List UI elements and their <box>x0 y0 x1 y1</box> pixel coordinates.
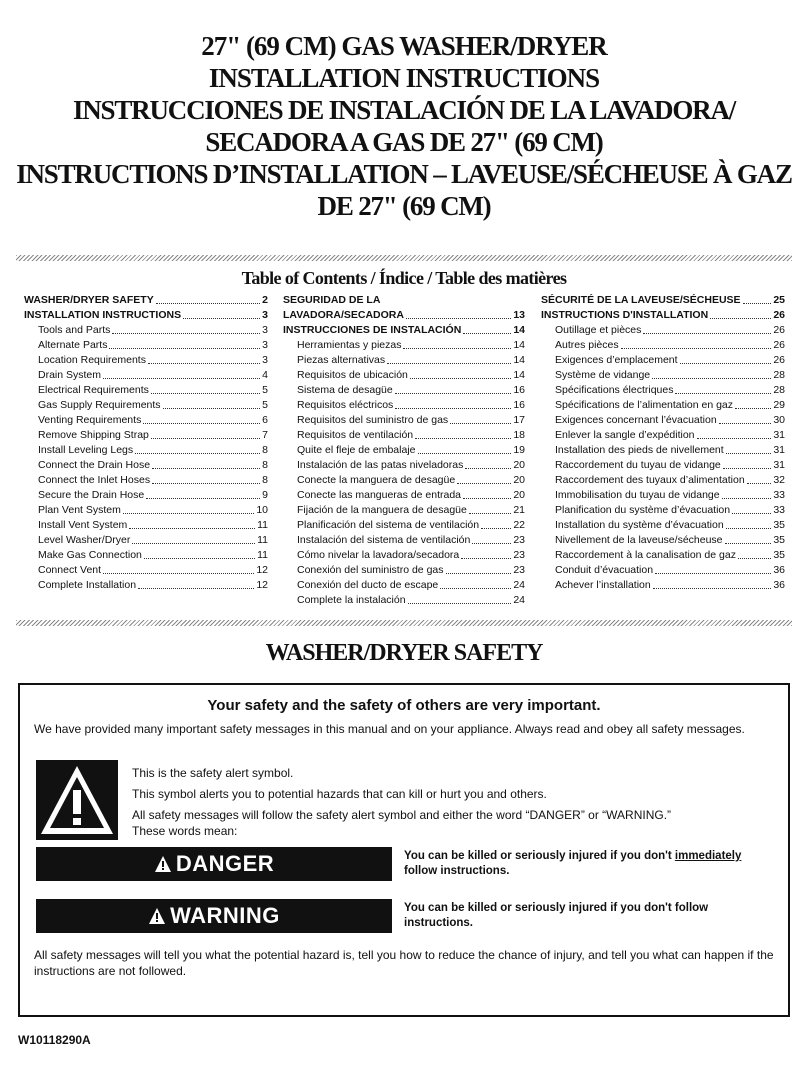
toc-entry-page: 28 <box>773 369 785 381</box>
toc-entry-label: Gas Supply Requirements <box>38 399 161 411</box>
warning-text: You can be killed or seriously injured if you don't follow instructions. <box>404 902 709 929</box>
toc-leader-dots <box>123 513 254 514</box>
toc-entry <box>283 503 525 518</box>
toc-entry <box>24 368 268 383</box>
toc-leader-dots <box>735 408 771 409</box>
toc-leader-dots <box>465 468 511 469</box>
danger-alert-icon <box>154 855 172 873</box>
toc-leader-dots <box>710 318 771 319</box>
toc-entry <box>24 308 268 323</box>
toc-leader-dots <box>135 453 260 454</box>
toc-leader-dots <box>726 453 772 454</box>
toc-entry-label: Drain System <box>38 369 102 381</box>
toc-entry <box>24 548 268 563</box>
toc-entry-page: 31 <box>773 429 785 441</box>
toc-entry-page: 16 <box>513 384 525 396</box>
toc-leader-dots <box>463 498 511 499</box>
toc-entry <box>283 323 525 338</box>
toc-entry-label: Raccordement du tuyau de vidange <box>555 459 721 471</box>
toc-entry-page: 5 <box>262 399 268 411</box>
title-es-line-2: SECADORA A GAS DE 27" (69 CM) <box>205 127 603 157</box>
danger-text <box>404 849 774 879</box>
toc-leader-dots <box>152 483 260 484</box>
toc-entry-label: Instalación del sistema de ventilación <box>297 534 471 546</box>
toc-entry-label: Immobilisation du tuyau de vidange <box>555 489 720 501</box>
toc-entry-label: INSTALLATION INSTRUCTIONS <box>24 309 182 321</box>
toc-leader-dots <box>472 543 511 544</box>
toc-entry-page: 33 <box>773 504 785 516</box>
toc-entry-label: Planification du système d’évacuation <box>555 504 731 516</box>
section-title: WASHER/DRYER SAFETY <box>265 640 543 666</box>
toc-entry-page: 32 <box>773 474 785 486</box>
toc-entry <box>283 533 525 548</box>
toc-entry <box>283 563 525 578</box>
toc-entry-label: Installation des pieds de nivellement <box>555 444 724 456</box>
toc-entry-label: Connect Vent <box>38 564 102 576</box>
toc-leader-dots <box>675 393 771 394</box>
toc-leader-dots <box>655 573 771 574</box>
toc-leader-dots <box>652 378 771 379</box>
toc-entry <box>541 458 785 473</box>
toc-entry-page: 6 <box>262 414 268 426</box>
document-title <box>0 30 808 222</box>
toc-entry <box>283 488 525 503</box>
safety-alert-icon <box>36 760 118 840</box>
toc-leader-dots <box>463 333 511 334</box>
toc-entry-page: 36 <box>773 564 785 576</box>
toc-entry-page: 26 <box>773 309 785 321</box>
toc-entry-label: Conduit d’évacuation <box>555 564 654 576</box>
toc-entry-page: 14 <box>513 354 525 366</box>
toc-entry-page: 4 <box>262 369 268 381</box>
toc-entry <box>541 338 785 353</box>
toc-entry <box>24 293 268 308</box>
toc-entry-page: 12 <box>256 579 268 591</box>
toc-entry-page: 22 <box>513 519 525 531</box>
toc-leader-dots <box>481 528 511 529</box>
toc-entry-page: 20 <box>513 474 525 486</box>
toc-entry <box>283 578 525 593</box>
warning-alert-icon <box>148 907 166 925</box>
toc-entry <box>283 473 525 488</box>
toc-entry-label: Nivellement de la laveuse/sécheuse <box>555 534 723 546</box>
toc-leader-dots <box>395 393 512 394</box>
toc-leader-dots <box>415 438 511 439</box>
toc-entry-page: 12 <box>256 564 268 576</box>
toc-entry-label: Conecte las mangueras de entrada <box>297 489 462 501</box>
toc-entry-label: Secure the Drain Hose <box>38 489 145 501</box>
toc-leader-dots <box>719 423 772 424</box>
toc-entry <box>541 353 785 368</box>
toc-entry-page: 17 <box>513 414 525 426</box>
toc-entry <box>24 458 268 473</box>
toc-leader-dots <box>146 498 260 499</box>
toc-entry-page: 24 <box>513 594 525 606</box>
toc-entry-label: Exigences d’emplacement <box>555 354 678 366</box>
toc-leader-dots <box>697 438 772 439</box>
toc-entry-page: 20 <box>513 459 525 471</box>
toc-leader-dots <box>653 588 772 589</box>
toc-entry-page: 26 <box>773 324 785 336</box>
toc-entry <box>283 368 525 383</box>
toc-leader-dots <box>446 573 512 574</box>
toc-leader-dots <box>138 588 254 589</box>
toc-entry-label: Planificación del sistema de ventilación <box>297 519 480 531</box>
toc-entry-page: 30 <box>773 414 785 426</box>
toc-entry-label: Autres pièces <box>555 339 619 351</box>
toc-leader-dots <box>680 363 772 364</box>
toc-entry-label: Level Washer/Dryer <box>38 534 131 546</box>
toc-entry-label: Système de vidange <box>555 369 651 381</box>
toc-leader-dots <box>152 468 260 469</box>
toc-entry-label: Herramientas y piezas <box>297 339 402 351</box>
toc-entry <box>283 338 525 353</box>
toc-entry <box>541 308 785 323</box>
toc-entry <box>283 398 525 413</box>
title-en-line-2: INSTALLATION INSTRUCTIONS <box>208 63 600 93</box>
toc-entry-page: 14 <box>513 339 525 351</box>
toc-column-spanish <box>283 293 525 608</box>
toc-entry-page: 23 <box>513 564 525 576</box>
toc-entry-label: Spécifications de l’alimentation en gaz <box>555 399 734 411</box>
toc-entry-page: 24 <box>513 579 525 591</box>
toc-entry-page: 28 <box>773 384 785 396</box>
toc-entry-label: Raccordement à la canalisation de gaz <box>555 549 736 561</box>
toc-entry-label: Outillage et pièces <box>555 324 642 336</box>
toc-leader-dots <box>738 558 771 559</box>
toc-entry-label: Conecte la manguera de desagüe <box>297 474 456 486</box>
toc-entry <box>541 428 785 443</box>
toc-leader-dots <box>387 363 511 364</box>
toc-entry <box>24 473 268 488</box>
toc-entry-page: 35 <box>773 519 785 531</box>
toc-leader-dots <box>406 318 511 319</box>
toc-entry <box>541 473 785 488</box>
toc-entry <box>24 428 268 443</box>
toc-entry-page: 33 <box>773 489 785 501</box>
toc-entry-page: 31 <box>773 459 785 471</box>
toc-entry-label: Installation du système d’évacuation <box>555 519 724 531</box>
toc-leader-dots <box>103 573 254 574</box>
safety-box <box>18 683 790 1017</box>
toc-entry-label: Connect the Drain Hose <box>38 459 151 471</box>
toc-entry-page: 5 <box>262 384 268 396</box>
toc-entry-page: 35 <box>773 549 785 561</box>
safety-headline: Your safety and the safety of others are very important. <box>207 697 601 714</box>
toc-entry-page: 21 <box>513 504 525 516</box>
toc-entry-label: LAVADORA/SECADORA <box>283 309 404 321</box>
toc-entry-page: 14 <box>513 369 525 381</box>
toc-entry-label: SEGURIDAD DE LA <box>283 294 381 306</box>
toc-entry-label: Enlever la sangle d’expédition <box>555 429 695 441</box>
toc-leader-dots <box>457 483 511 484</box>
toc-entry-label: Fijación de la manguera de desagüe <box>297 504 467 516</box>
toc-entry <box>541 293 785 308</box>
symbol-line-4: These words mean: <box>132 824 238 838</box>
symbol-line-3: All safety messages will follow the safety alert symbol and either the word “DANGER” or “WARNING.” <box>132 808 672 822</box>
toc-entry <box>541 488 785 503</box>
toc-leader-dots <box>103 378 260 379</box>
toc-leader-dots <box>410 378 511 379</box>
toc-entry-page: 8 <box>262 474 268 486</box>
title-es-line-1: INSTRUCCIONES DE INSTALACIÓN DE LA LAVADORA/ <box>72 95 736 125</box>
toc-entry <box>24 578 268 593</box>
danger-word: DANGER <box>175 851 275 876</box>
toc-entry-page: 3 <box>262 309 268 321</box>
toc-leader-dots <box>621 348 772 349</box>
toc-entry-label: Exigences concernant l’évacuation <box>555 414 717 426</box>
toc-entry <box>283 458 525 473</box>
toc-entry <box>24 383 268 398</box>
toc-entry-label: Complete la instalación <box>297 594 406 606</box>
toc-entry-label: Location Requirements <box>38 354 146 366</box>
toc-entry-label: SÉCURITÉ DE LA LAVEUSE/SÉCHEUSE <box>541 294 741 306</box>
toc-leader-dots <box>722 498 772 499</box>
toc-leader-dots <box>132 543 255 544</box>
toc-entry-label: Sistema de desagüe <box>297 384 393 396</box>
toc-entry-label: INSTRUCCIONES DE INSTALACIÓN <box>283 324 462 336</box>
toc-entry <box>24 443 268 458</box>
toc-entry <box>541 413 785 428</box>
toc-entry <box>283 293 525 308</box>
toc-leader-dots <box>112 333 260 334</box>
toc-entry-label: Connect the Inlet Hoses <box>38 474 151 486</box>
toc-entry <box>24 518 268 533</box>
toc-leader-dots <box>183 318 260 319</box>
toc-entry <box>283 428 525 443</box>
toc-leader-dots <box>163 408 261 409</box>
toc-leader-dots <box>151 393 260 394</box>
divider-top <box>16 255 792 261</box>
toc-entry <box>24 323 268 338</box>
toc-entry-page: 9 <box>262 489 268 501</box>
toc-entry <box>541 383 785 398</box>
toc-entry-label: Install Leveling Legs <box>38 444 134 456</box>
toc-entry <box>283 308 525 323</box>
toc-entry-page: 31 <box>773 444 785 456</box>
toc-entry <box>283 353 525 368</box>
toc-entry <box>24 563 268 578</box>
toc-leader-dots <box>148 363 260 364</box>
toc-leader-dots <box>469 513 511 514</box>
toc-entry <box>541 578 785 593</box>
toc-entry-label: Alternate Parts <box>38 339 108 351</box>
safety-intro: We have provided many important safety messages in this manual and on your appliance. Always read and obey all safety messages. <box>34 722 745 736</box>
toc-entry-label: Instalación de las patas niveladoras <box>297 459 464 471</box>
toc-entry-page: 29 <box>773 399 785 411</box>
toc-entry <box>541 368 785 383</box>
toc-entry <box>541 503 785 518</box>
toc-entry <box>24 338 268 353</box>
toc-leader-dots <box>732 513 771 514</box>
toc-leader-dots <box>743 303 772 304</box>
toc-entry-label: Quite el fleje de embalaje <box>297 444 416 456</box>
toc-entry-label: Remove Shipping Strap <box>38 429 149 441</box>
toc-entry-page: 23 <box>513 549 525 561</box>
warning-word: WARNING <box>170 903 280 928</box>
toc-leader-dots <box>109 348 260 349</box>
safety-footer: All safety messages will tell you what the potential hazard is, tell you how to reduce the chance of injury, and tell you what can happen if the instructions are not followed. <box>34 948 774 978</box>
toc-entry-label: Complete Installation <box>38 579 137 591</box>
toc-entry <box>541 518 785 533</box>
toc-entry-label: Piezas alternativas <box>297 354 386 366</box>
toc-leader-dots <box>143 423 260 424</box>
toc-entry-page: 13 <box>513 309 525 321</box>
toc-entry-page: 3 <box>262 324 268 336</box>
toc-leader-dots <box>747 483 772 484</box>
symbol-line-1: This is the safety alert symbol. <box>132 766 294 780</box>
toc-entry <box>541 323 785 338</box>
toc-entry <box>24 413 268 428</box>
toc-entry-label: Electrical Requirements <box>38 384 149 396</box>
toc-entry <box>283 413 525 428</box>
toc-entry <box>283 383 525 398</box>
danger-banner <box>36 847 392 881</box>
toc-leader-dots <box>418 453 512 454</box>
danger-text-emphasis: immediately <box>674 850 742 862</box>
toc-leader-dots <box>643 333 771 334</box>
toc-entry <box>24 533 268 548</box>
toc-leader-dots <box>395 408 511 409</box>
toc-leader-dots <box>151 438 260 439</box>
toc-entry <box>541 548 785 563</box>
toc-entry-page: 2 <box>262 294 268 306</box>
toc-leader-dots <box>461 558 511 559</box>
toc-entry-page: 11 <box>257 549 268 561</box>
toc-entry-label: Conexión del suministro de gas <box>297 564 444 576</box>
toc-entry-label: Requisitos de ventilación <box>297 429 414 441</box>
toc-entry <box>283 443 525 458</box>
toc-entry-label: Achever l’installation <box>555 579 651 591</box>
toc-leader-dots <box>156 303 260 304</box>
toc-heading: Table of Contents / Índice / Table des matières <box>241 268 567 288</box>
toc-entry-page: 26 <box>773 354 785 366</box>
toc-entry-page: 14 <box>513 324 525 336</box>
toc-entry-label: Make Gas Connection <box>38 549 142 561</box>
symbol-line-2: This symbol alerts you to potential hazards that can kill or hurt you and others. <box>132 787 547 801</box>
toc-entry <box>541 533 785 548</box>
toc-leader-dots <box>726 528 772 529</box>
toc-entry <box>283 548 525 563</box>
toc-leader-dots <box>725 543 772 544</box>
toc-leader-dots <box>144 558 255 559</box>
toc-entry <box>283 593 525 608</box>
toc-entry <box>541 443 785 458</box>
document-number: W10118290A <box>18 1033 91 1047</box>
toc-entry <box>541 398 785 413</box>
toc-entry-page: 26 <box>773 339 785 351</box>
warning-banner <box>36 899 392 933</box>
toc-entry-label: Tools and Parts <box>38 324 111 336</box>
toc-entry-label: Conexión del ducto de escape <box>297 579 439 591</box>
title-en-line-1: 27" (69 CM) GAS WASHER/DRYER <box>201 31 607 61</box>
toc-entry-page: 23 <box>513 534 525 546</box>
danger-text-before: You can be killed or seriously injured if you don't <box>404 850 675 862</box>
toc-entry-page: 11 <box>257 534 268 546</box>
toc-entry <box>24 488 268 503</box>
toc-leader-dots <box>440 588 511 589</box>
toc-entry-page: 10 <box>256 504 268 516</box>
toc-column-english <box>24 293 268 593</box>
toc-entry <box>24 398 268 413</box>
toc-entry-label: Plan Vent System <box>38 504 121 516</box>
toc-entry-label: Requisitos de ubicación <box>297 369 408 381</box>
toc-leader-dots <box>403 348 511 349</box>
title-fr-line-1: INSTRUCTIONS D’INSTALLATION – LAVEUSE/SÉCHEUSE À GAZ <box>16 159 792 189</box>
toc-entry <box>283 518 525 533</box>
toc-entry-page: 8 <box>262 444 268 456</box>
toc-entry-label: Raccordement des tuyaux d’alimentation <box>555 474 745 486</box>
toc-entry <box>541 563 785 578</box>
toc-entry-page: 19 <box>513 444 525 456</box>
toc-entry-label: Requisitos del suministro de gas <box>297 414 449 426</box>
toc-leader-dots <box>450 423 511 424</box>
toc-entry <box>24 503 268 518</box>
toc-entry-label: Spécifications électriques <box>555 384 674 396</box>
toc-entry-page: 36 <box>773 579 785 591</box>
toc-entry-label: WASHER/DRYER SAFETY <box>24 294 154 306</box>
toc-leader-dots <box>408 603 512 604</box>
toc-entry-label: Venting Requirements <box>38 414 142 426</box>
toc-entry-label: Cómo nivelar la lavadora/secadora <box>297 549 460 561</box>
title-fr-line-2: DE 27" (69 CM) <box>317 191 491 221</box>
toc-column-french <box>541 293 785 593</box>
toc-entry-page: 20 <box>513 489 525 501</box>
toc-entry <box>24 353 268 368</box>
toc-entry-page: 35 <box>773 534 785 546</box>
toc-entry-label: Install Vent System <box>38 519 128 531</box>
toc-entry-page: 25 <box>773 294 785 306</box>
divider-middle <box>16 620 792 626</box>
toc-entry-page: 8 <box>262 459 268 471</box>
toc-entry-label: Requisitos eléctricos <box>297 399 394 411</box>
toc-entry-page: 11 <box>257 519 268 531</box>
toc-leader-dots <box>723 468 772 469</box>
toc-entry-page: 18 <box>513 429 525 441</box>
toc-entry-page: 16 <box>513 399 525 411</box>
danger-text-after: follow instructions. <box>404 865 510 877</box>
toc-entry-page: 7 <box>262 429 268 441</box>
toc-entry-page: 3 <box>262 339 268 351</box>
toc-entry-page: 3 <box>262 354 268 366</box>
toc-leader-dots <box>129 528 255 529</box>
toc-entry-label: INSTRUCTIONS D'INSTALLATION <box>541 309 709 321</box>
